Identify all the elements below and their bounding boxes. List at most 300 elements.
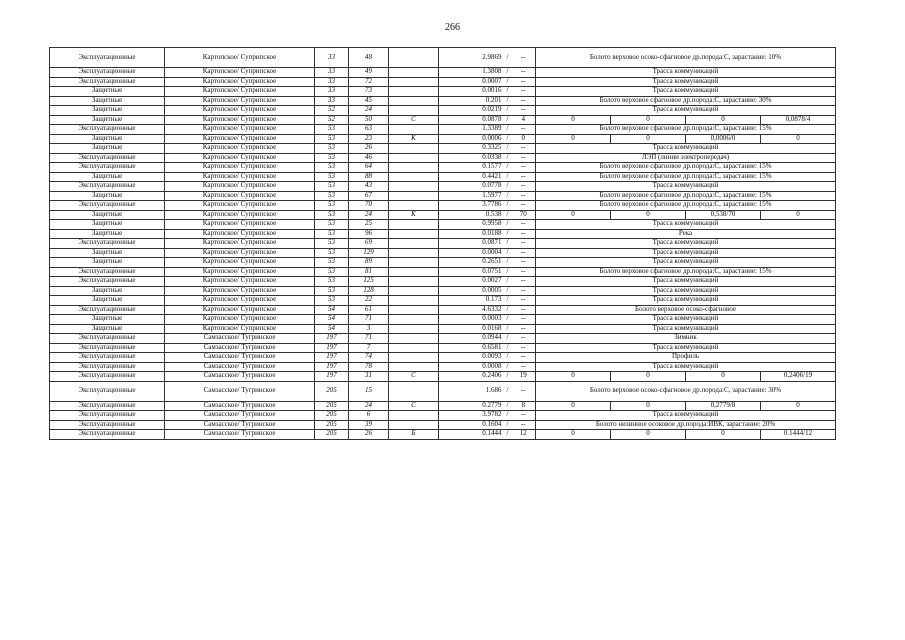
quarter-cell: 33 bbox=[315, 48, 349, 68]
slash-separator: / bbox=[504, 87, 512, 97]
quarter-cell: 197 bbox=[315, 343, 349, 353]
forestry-cell: Самзасское/ Тугринское bbox=[165, 411, 315, 421]
parcel-cell: 61 bbox=[349, 305, 389, 315]
note-cell: Болото верховое осоко-сфагновое др.порода:С, зарастание: 30% bbox=[536, 381, 836, 401]
value-cell-3: 0 bbox=[686, 430, 761, 440]
table-row bbox=[50, 411, 836, 421]
slash-separator: / bbox=[504, 115, 512, 125]
area-cell: 0.0338 bbox=[439, 153, 504, 163]
purpose-cell: Эксплуатационные bbox=[50, 334, 165, 344]
parcel-cell: 25 bbox=[349, 220, 389, 230]
table-row bbox=[50, 115, 836, 125]
area-cell: 0.4421 bbox=[439, 172, 504, 182]
purpose-cell: Эксплуатационные bbox=[50, 163, 165, 173]
forestry-cell: Картопское/ Суприпское bbox=[165, 201, 315, 211]
quarter-cell: 53 bbox=[315, 172, 349, 182]
note-cell: Трасса коммуникаций bbox=[536, 239, 836, 249]
slash-separator: / bbox=[504, 172, 512, 182]
value-cell-2: 0 bbox=[611, 134, 686, 144]
age-cell: -- bbox=[512, 163, 536, 173]
table-row bbox=[50, 296, 836, 306]
area-cell: 0.0007 bbox=[439, 77, 504, 87]
slash-separator: / bbox=[504, 248, 512, 258]
category-cell bbox=[389, 87, 439, 97]
slash-separator: / bbox=[504, 343, 512, 353]
parcel-cell: 15 bbox=[349, 381, 389, 401]
forestry-cell: Картопское/ Суприпское bbox=[165, 163, 315, 173]
parcel-cell: 23 bbox=[349, 134, 389, 144]
note-cell: Трасса коммуникаций bbox=[536, 258, 836, 268]
value-cell-4: 0,2406/19 bbox=[761, 372, 836, 382]
forestry-cell: Картопское/ Суприпское bbox=[165, 115, 315, 125]
category-cell bbox=[389, 106, 439, 116]
area-cell: 0.173 bbox=[439, 296, 504, 306]
area-cell: 0.0751 bbox=[439, 267, 504, 277]
table-row bbox=[50, 353, 836, 363]
quarter-cell: 53 bbox=[315, 258, 349, 268]
value-cell-3: 0,538/70 bbox=[686, 210, 761, 220]
parcel-cell: 129 bbox=[349, 248, 389, 258]
parcel-cell: 7 bbox=[349, 343, 389, 353]
quarter-cell: 205 bbox=[315, 401, 349, 411]
category-cell: С bbox=[389, 115, 439, 125]
table-row bbox=[50, 153, 836, 163]
purpose-cell: Защитные bbox=[50, 296, 165, 306]
area-cell: 0.9958 bbox=[439, 220, 504, 230]
area-cell: 0.2779 bbox=[439, 401, 504, 411]
table-row bbox=[50, 343, 836, 353]
parcel-cell: 24 bbox=[349, 401, 389, 411]
area-cell: 4.6332 bbox=[439, 305, 504, 315]
age-cell: -- bbox=[512, 125, 536, 135]
quarter-cell: 205 bbox=[315, 430, 349, 440]
quarter-cell: 205 bbox=[315, 420, 349, 430]
age-cell: -- bbox=[512, 296, 536, 306]
slash-separator: / bbox=[504, 182, 512, 192]
table-row bbox=[50, 163, 836, 173]
parcel-cell: 71 bbox=[349, 334, 389, 344]
slash-separator: / bbox=[504, 362, 512, 372]
quarter-cell: 53 bbox=[315, 134, 349, 144]
purpose-cell: Эксплуатационные bbox=[50, 343, 165, 353]
slash-separator: / bbox=[504, 258, 512, 268]
quarter-cell: 53 bbox=[315, 153, 349, 163]
purpose-cell: Эксплуатационные bbox=[50, 381, 165, 401]
slash-separator: / bbox=[504, 220, 512, 230]
slash-separator: / bbox=[504, 267, 512, 277]
category-cell bbox=[389, 201, 439, 211]
quarter-cell: 54 bbox=[315, 324, 349, 334]
quarter-cell: 205 bbox=[315, 381, 349, 401]
forestry-cell: Картопское/ Суприпское bbox=[165, 182, 315, 192]
slash-separator: / bbox=[504, 430, 512, 440]
forestry-cell: Картопское/ Суприпское bbox=[165, 277, 315, 287]
purpose-cell: Защитные bbox=[50, 220, 165, 230]
purpose-cell: Защитные bbox=[50, 248, 165, 258]
age-cell: -- bbox=[512, 277, 536, 287]
slash-separator: / bbox=[504, 48, 512, 68]
table-row bbox=[50, 381, 836, 401]
table-row bbox=[50, 420, 836, 430]
category-cell bbox=[389, 296, 439, 306]
table-row bbox=[50, 182, 836, 192]
table-row bbox=[50, 362, 836, 372]
note-cell: Болото верховое сфагновое др.порода:С, зарастание: 30% bbox=[536, 96, 836, 106]
value-cell-3: 0,2779/8 bbox=[686, 401, 761, 411]
slash-separator: / bbox=[504, 305, 512, 315]
note-cell: Трасса коммуникаций bbox=[536, 411, 836, 421]
quarter-cell: 33 bbox=[315, 96, 349, 106]
slash-separator: / bbox=[504, 411, 512, 421]
area-cell: 0.0944 bbox=[439, 334, 504, 344]
table-row bbox=[50, 372, 836, 382]
quarter-cell: 197 bbox=[315, 353, 349, 363]
note-cell: Профиль bbox=[536, 353, 836, 363]
parcel-cell: 78 bbox=[349, 362, 389, 372]
table-row bbox=[50, 430, 836, 440]
purpose-cell: Эксплуатационные bbox=[50, 267, 165, 277]
quarter-cell: 53 bbox=[315, 239, 349, 249]
age-cell: -- bbox=[512, 420, 536, 430]
age-cell: -- bbox=[512, 324, 536, 334]
forestry-cell: Картопское/ Суприпское bbox=[165, 220, 315, 230]
age-cell: -- bbox=[512, 305, 536, 315]
forestry-cell: Картопское/ Суприпское bbox=[165, 315, 315, 325]
forestry-cell: Картопское/ Суприпское bbox=[165, 286, 315, 296]
table-row bbox=[50, 68, 836, 78]
table-row bbox=[50, 248, 836, 258]
table-row bbox=[50, 125, 836, 135]
quarter-cell: 53 bbox=[315, 267, 349, 277]
category-cell bbox=[389, 324, 439, 334]
forestry-cell: Картопское/ Суприпское bbox=[165, 68, 315, 78]
slash-separator: / bbox=[504, 324, 512, 334]
area-cell: 1.5977 bbox=[439, 191, 504, 201]
note-cell: Трасса коммуникаций bbox=[536, 77, 836, 87]
area-cell: 0.0016 bbox=[439, 87, 504, 97]
forestry-cell: Картопское/ Суприпское bbox=[165, 96, 315, 106]
parcel-cell: 48 bbox=[349, 48, 389, 68]
forestry-cell: Самзасское/ Тугринское bbox=[165, 372, 315, 382]
table-row bbox=[50, 267, 836, 277]
value-cell-1: 0 bbox=[536, 401, 611, 411]
purpose-cell: Эксплуатационные bbox=[50, 68, 165, 78]
parcel-cell: 6 bbox=[349, 411, 389, 421]
slash-separator: / bbox=[504, 163, 512, 173]
purpose-cell: Защитные bbox=[50, 144, 165, 154]
category-cell bbox=[389, 229, 439, 239]
value-cell-1: 0 bbox=[536, 210, 611, 220]
table-row bbox=[50, 144, 836, 154]
age-cell: 70 bbox=[512, 210, 536, 220]
parcel-cell: 50 bbox=[349, 115, 389, 125]
age-cell: -- bbox=[512, 191, 536, 201]
category-cell bbox=[389, 220, 439, 230]
forestry-cell: Картопское/ Суприпское bbox=[165, 210, 315, 220]
category-cell bbox=[389, 182, 439, 192]
quarter-cell: 33 bbox=[315, 77, 349, 87]
age-cell: 0 bbox=[512, 134, 536, 144]
area-cell: 2.9869 bbox=[439, 48, 504, 68]
age-cell: -- bbox=[512, 315, 536, 325]
age-cell: -- bbox=[512, 153, 536, 163]
parcel-cell: 31 bbox=[349, 372, 389, 382]
parcel-cell: 128 bbox=[349, 286, 389, 296]
category-cell: Б bbox=[389, 430, 439, 440]
note-cell: Река bbox=[536, 229, 836, 239]
quarter-cell: 54 bbox=[315, 315, 349, 325]
value-cell-3: 0,0006/0 bbox=[686, 134, 761, 144]
age-cell: -- bbox=[512, 201, 536, 211]
forestry-cell: Картопское/ Суприпское bbox=[165, 134, 315, 144]
age-cell: -- bbox=[512, 362, 536, 372]
slash-separator: / bbox=[504, 286, 512, 296]
quarter-cell: 54 bbox=[315, 305, 349, 315]
area-cell: 0.2406 bbox=[439, 372, 504, 382]
value-cell-4: 0 bbox=[761, 210, 836, 220]
category-cell bbox=[389, 343, 439, 353]
area-cell: 0.0008 bbox=[439, 362, 504, 372]
slash-separator: / bbox=[504, 68, 512, 78]
category-cell bbox=[389, 258, 439, 268]
category-cell bbox=[389, 96, 439, 106]
area-cell: 0.1604 bbox=[439, 420, 504, 430]
note-cell: Трасса коммуникаций bbox=[536, 144, 836, 154]
forestry-cell: Самзасское/ Тугринское bbox=[165, 381, 315, 401]
age-cell: -- bbox=[512, 96, 536, 106]
note-cell: Трасса коммуникаций bbox=[536, 87, 836, 97]
age-cell: -- bbox=[512, 87, 536, 97]
parcel-cell: 24 bbox=[349, 210, 389, 220]
purpose-cell: Эксплуатационные bbox=[50, 153, 165, 163]
note-cell: Трасса коммуникаций bbox=[536, 106, 836, 116]
parcel-cell: 22 bbox=[349, 296, 389, 306]
slash-separator: / bbox=[504, 210, 512, 220]
age-cell: -- bbox=[512, 144, 536, 154]
value-cell-2: 0 bbox=[611, 210, 686, 220]
category-cell bbox=[389, 239, 439, 249]
age-cell: -- bbox=[512, 48, 536, 68]
category-cell bbox=[389, 153, 439, 163]
age-cell: -- bbox=[512, 172, 536, 182]
slash-separator: / bbox=[504, 315, 512, 325]
area-cell: 0.0003 bbox=[439, 315, 504, 325]
category-cell bbox=[389, 267, 439, 277]
area-cell: 0.0027 bbox=[439, 277, 504, 287]
value-cell-4: 0,0878/4 bbox=[761, 115, 836, 125]
category-cell bbox=[389, 420, 439, 430]
parcel-cell: 26 bbox=[349, 430, 389, 440]
area-cell: 0.2651 bbox=[439, 258, 504, 268]
quarter-cell: 197 bbox=[315, 334, 349, 344]
slash-separator: / bbox=[504, 372, 512, 382]
quarter-cell: 52 bbox=[315, 106, 349, 116]
quarter-cell: 53 bbox=[315, 163, 349, 173]
purpose-cell: Защитные bbox=[50, 258, 165, 268]
age-cell: -- bbox=[512, 68, 536, 78]
age-cell: -- bbox=[512, 334, 536, 344]
age-cell: -- bbox=[512, 286, 536, 296]
quarter-cell: 53 bbox=[315, 201, 349, 211]
area-cell: 1.3808 bbox=[439, 68, 504, 78]
value-cell-3: 0 bbox=[686, 372, 761, 382]
slash-separator: / bbox=[504, 153, 512, 163]
value-cell-1: 0 bbox=[536, 134, 611, 144]
category-cell: К bbox=[389, 210, 439, 220]
category-cell bbox=[389, 411, 439, 421]
forestry-cell: Картопское/ Суприпское bbox=[165, 258, 315, 268]
table-row bbox=[50, 77, 836, 87]
area-cell: 0.0168 bbox=[439, 324, 504, 334]
age-cell: -- bbox=[512, 353, 536, 363]
quarter-cell: 53 bbox=[315, 229, 349, 239]
note-cell: Трасса коммуникаций bbox=[536, 68, 836, 78]
area-cell: 0.0006 bbox=[439, 134, 504, 144]
note-cell: Трасса коммуникаций bbox=[536, 362, 836, 372]
table-row bbox=[50, 134, 836, 144]
parcel-cell: 73 bbox=[349, 87, 389, 97]
parcel-cell: 64 bbox=[349, 163, 389, 173]
note-cell: Трасса коммуникаций bbox=[536, 277, 836, 287]
forestry-cell: Самзасское/ Тугринское bbox=[165, 334, 315, 344]
table-row bbox=[50, 277, 836, 287]
note-cell: Трасса коммуникаций bbox=[536, 286, 836, 296]
age-cell: -- bbox=[512, 77, 536, 87]
purpose-cell: Защитные bbox=[50, 286, 165, 296]
category-cell bbox=[389, 144, 439, 154]
purpose-cell: Эксплуатационные bbox=[50, 277, 165, 287]
table-row bbox=[50, 210, 836, 220]
parcel-cell: 45 bbox=[349, 96, 389, 106]
forestry-cell: Картопское/ Суприпское bbox=[165, 324, 315, 334]
age-cell: -- bbox=[512, 381, 536, 401]
forestry-cell: Самзасское/ Тугринское bbox=[165, 430, 315, 440]
forest-plots-table bbox=[49, 47, 836, 440]
note-cell: Трасса коммуникаций bbox=[536, 248, 836, 258]
parcel-cell: 74 bbox=[349, 353, 389, 363]
forestry-cell: Картопское/ Суприпское bbox=[165, 77, 315, 87]
slash-separator: / bbox=[504, 296, 512, 306]
age-cell: -- bbox=[512, 343, 536, 353]
category-cell bbox=[389, 286, 439, 296]
table-row bbox=[50, 220, 836, 230]
table-row bbox=[50, 96, 836, 106]
table-row bbox=[50, 172, 836, 182]
slash-separator: / bbox=[504, 201, 512, 211]
age-cell: -- bbox=[512, 220, 536, 230]
slash-separator: / bbox=[504, 77, 512, 87]
category-cell bbox=[389, 77, 439, 87]
parcel-cell: 69 bbox=[349, 239, 389, 249]
category-cell bbox=[389, 381, 439, 401]
forestry-cell: Картопское/ Суприпское bbox=[165, 125, 315, 135]
category-cell bbox=[389, 248, 439, 258]
age-cell: -- bbox=[512, 182, 536, 192]
purpose-cell: Защитные bbox=[50, 115, 165, 125]
area-cell: 3.7786 bbox=[439, 201, 504, 211]
note-cell: Болото верховое сфагновое др.порода:С, зарастание: 15% bbox=[536, 172, 836, 182]
parcel-cell: 3 bbox=[349, 324, 389, 334]
area-cell: 0.3325 bbox=[439, 144, 504, 154]
age-cell: -- bbox=[512, 229, 536, 239]
table-row bbox=[50, 239, 836, 249]
note-cell: Болото верховое сфагновое др.порода:С, зарастание: 15% bbox=[536, 191, 836, 201]
table-row bbox=[50, 201, 836, 211]
parcel-cell: 70 bbox=[349, 201, 389, 211]
area-cell: 0.201 bbox=[439, 96, 504, 106]
slash-separator: / bbox=[504, 106, 512, 116]
category-cell: К bbox=[389, 134, 439, 144]
slash-separator: / bbox=[504, 353, 512, 363]
parcel-cell: 63 bbox=[349, 125, 389, 135]
category-cell bbox=[389, 172, 439, 182]
slash-separator: / bbox=[504, 191, 512, 201]
forestry-cell: Картопское/ Суприпское bbox=[165, 267, 315, 277]
table-row bbox=[50, 106, 836, 116]
table-row bbox=[50, 87, 836, 97]
forestry-cell: Картопское/ Суприпское bbox=[165, 87, 315, 97]
area-cell: 0.0005 bbox=[439, 286, 504, 296]
purpose-cell: Эксплуатационные bbox=[50, 48, 165, 68]
category-cell bbox=[389, 125, 439, 135]
purpose-cell: Эксплуатационные bbox=[50, 77, 165, 87]
purpose-cell: Защитные bbox=[50, 96, 165, 106]
forestry-cell: Картопское/ Суприпское bbox=[165, 239, 315, 249]
forestry-cell: Самзасское/ Тугринское bbox=[165, 420, 315, 430]
purpose-cell: Защитные bbox=[50, 106, 165, 116]
area-cell: 0.1577 bbox=[439, 163, 504, 173]
category-cell bbox=[389, 353, 439, 363]
purpose-cell: Эксплуатационные bbox=[50, 353, 165, 363]
category-cell bbox=[389, 277, 439, 287]
category-cell bbox=[389, 315, 439, 325]
area-cell: 0.0878 bbox=[439, 115, 504, 125]
table-row bbox=[50, 401, 836, 411]
quarter-cell: 53 bbox=[315, 286, 349, 296]
table-row bbox=[50, 315, 836, 325]
quarter-cell: 53 bbox=[315, 182, 349, 192]
age-cell: -- bbox=[512, 258, 536, 268]
forestry-cell: Картопское/ Суприпское bbox=[165, 191, 315, 201]
quarter-cell: 53 bbox=[315, 125, 349, 135]
purpose-cell: Защитные bbox=[50, 324, 165, 334]
table-row bbox=[50, 258, 836, 268]
age-cell: -- bbox=[512, 411, 536, 421]
age-cell: 4 bbox=[512, 115, 536, 125]
purpose-cell: Эксплуатационные bbox=[50, 182, 165, 192]
age-cell: 8 bbox=[512, 401, 536, 411]
forestry-cell: Картопское/ Суприпское bbox=[165, 153, 315, 163]
forestry-cell: Картопское/ Суприпское bbox=[165, 305, 315, 315]
parcel-cell: 39 bbox=[349, 420, 389, 430]
slash-separator: / bbox=[504, 134, 512, 144]
parcel-cell: 81 bbox=[349, 267, 389, 277]
forestry-cell: Картопское/ Суприпское bbox=[165, 296, 315, 306]
purpose-cell: Эксплуатационные bbox=[50, 125, 165, 135]
value-cell-1: 0 bbox=[536, 430, 611, 440]
quarter-cell: 205 bbox=[315, 411, 349, 421]
quarter-cell: 53 bbox=[315, 277, 349, 287]
purpose-cell: Эксплуатационные bbox=[50, 411, 165, 421]
purpose-cell: Защитные bbox=[50, 315, 165, 325]
quarter-cell: 33 bbox=[315, 68, 349, 78]
note-cell: Трасса коммуникаций bbox=[536, 343, 836, 353]
quarter-cell: 53 bbox=[315, 144, 349, 154]
parcel-cell: 49 bbox=[349, 68, 389, 78]
category-cell: С bbox=[389, 401, 439, 411]
slash-separator: / bbox=[504, 144, 512, 154]
age-cell: -- bbox=[512, 239, 536, 249]
